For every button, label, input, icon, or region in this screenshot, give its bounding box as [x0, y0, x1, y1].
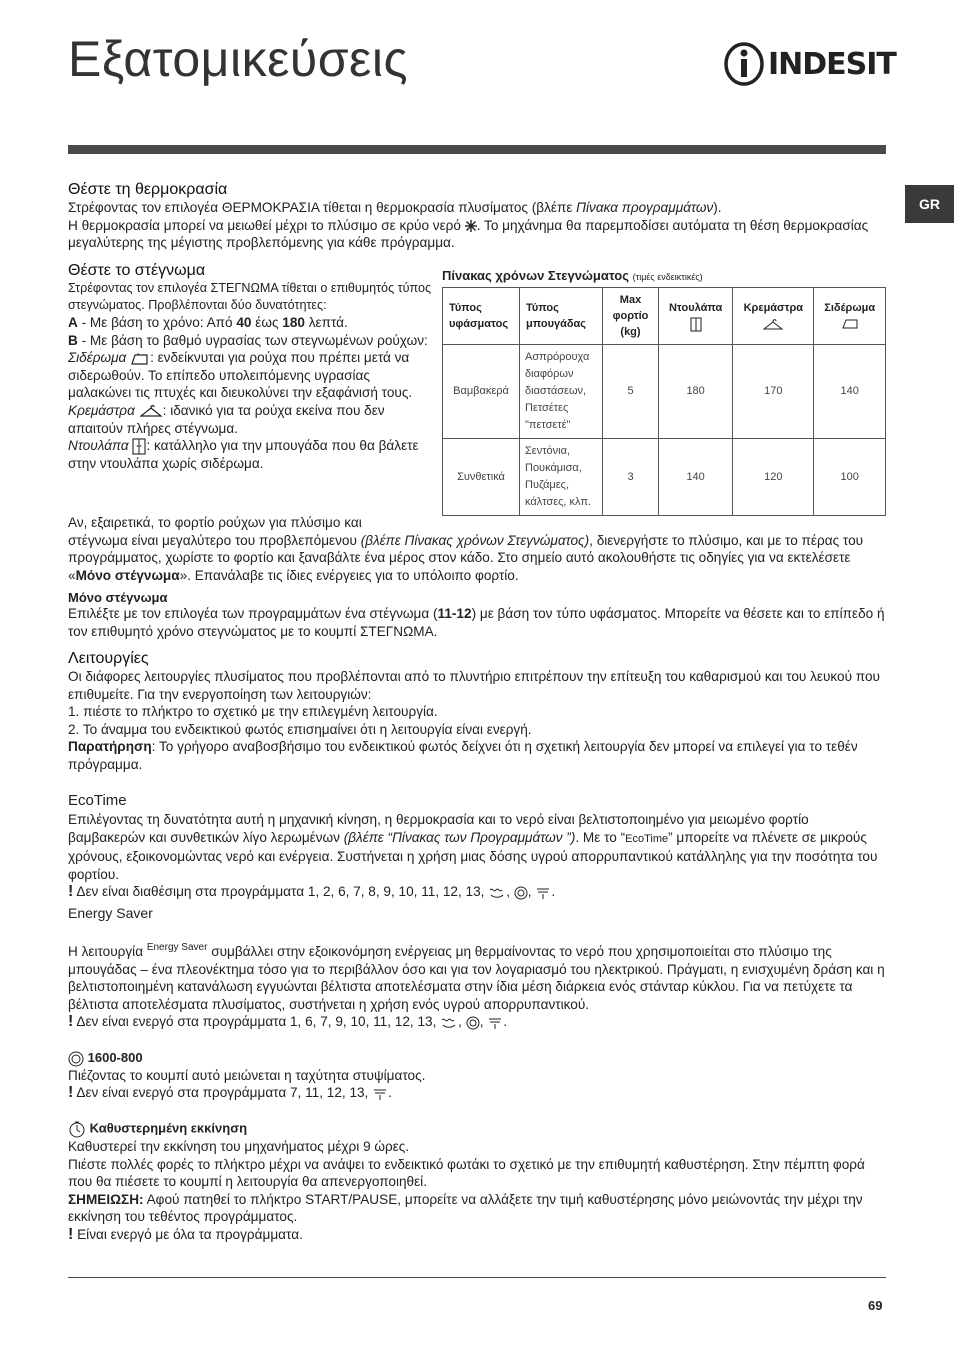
cell-hanger: 170	[733, 345, 814, 439]
table-header-row	[443, 288, 886, 345]
wool-icon	[440, 1016, 458, 1029]
cell-max: 3	[603, 439, 659, 516]
warning-icon: !	[68, 883, 74, 901]
ecotime-paragraph: Επιλέγοντας τη δυνατότητα αυτή η μηχανική κίνηση, η θερμοκρασία και το νερό είναι βελτιστοποιημένο για μειωμένο φορτίο βαμβακερών και συνθετικών λίγο λερωμένων (βλέπε “Πίνακας των Προγραμμάτων ”). Με το “EcoTime” μπορείτε να πλένετε σε μικρούς χρόνους, εξοικονομώντας νερό και ενέργεια. Συστήνεται η χρήση μιας δόσης υγρού απορρυπαντικού κατάλληλης για την ποσότητα του φορτίου.	[68, 812, 878, 882]
spin-warning: ! Δεν είναι ενεργό στα προγράμματα 7, 11, 12, 13, .	[68, 1084, 392, 1102]
functions-note: Παρατήρηση: Το γρήγορο αναβοσβήσιμο του ενδεικτικού φωτός δείχνει ότι η σχετική λειτουργία δεν μπορεί να επιλεγεί για το τεθέν πρόγραμμα.	[68, 739, 858, 772]
header-laundry: Τύπος μπουγάδας	[520, 288, 603, 345]
energy-saver-paragraph: Η λειτουργία $^{Energy Saver}$ συμβάλλει στην εξοικονόμηση ενέργειας μη θερμαίνοντας το νερό που χρησιμοποιείται στο πλύσιμο της μπουγάδας – ένα πλεονέκτημα τόσο για το περιβάλλον όσο και για τον λογαριασμό του ηλεκτρικού. Πράγματι, η ενισχυμένη δράση και η βελτιστοποιημένη κατανάλωση εγγυώνται βέλτιστα αποτελέσματα στην ίδια μέση διάρκεια ενός στάνταρ κύκλου. Για να πετύχετε τα βέλτιστα αποτελέσματα πλυσίματος, συστήνεται η χρήση ενός υγρού απορρυπαντικού.	[68, 942, 885, 1012]
drain-icon	[535, 886, 551, 900]
cell-hanger: 120	[733, 439, 814, 516]
drying-option-b: B - Με βάση το βαθμό υγρασίας των στεγνωμένων ρούχων:	[68, 332, 428, 348]
drain-icon	[372, 1087, 388, 1101]
drying-section	[68, 262, 436, 473]
snowflake-icon	[465, 220, 477, 232]
delay-section	[68, 1120, 886, 1244]
iron-icon	[130, 352, 150, 366]
timer-icon	[68, 1120, 86, 1138]
temperature-paragraph-1: Στρέφοντας τον επιλογέα ΘΕΡΜΟΚΡΑΣΙΑ τίθεται η θερμοκρασία πλυσίματος (βλέπε Πίνακα προγραμμάτων).	[68, 200, 722, 215]
spin-icon	[514, 886, 528, 900]
delay-note: ΣΗΜΕΙΩΣΗ: Αφού πατηθεί το πλήκτρο START/PAUSE, μπορείτε να αλλάξετε την τιμή καθυστέρησης μόνο μειώνοντάς την μέχρι την εκκίνηση του τεθέντος προγράμματος.	[68, 1191, 863, 1225]
indesit-i-icon	[724, 42, 764, 86]
brand-logo	[724, 42, 896, 86]
temperature-heading: Θέστε τη θερμοκρασία	[68, 181, 228, 198]
temperature-section	[68, 181, 886, 252]
drying-intro: Στρέφοντας τον επιλογέα ΣΤΕΓΝΩΜΑ τίθεται ο επιθυμητός τύπος στεγνώματος. Προβλέπονται δύο δυνατότητες:	[68, 281, 432, 312]
cell-fabric: Συνθετικά	[443, 439, 520, 516]
page-title: Εξατομικεύσεις	[68, 31, 409, 87]
energy-saver-warning: ! Δεν είναι ενεργό στα προγράμματα 1, 6, 7, 9, 10, 11, 12, 13, , , .	[68, 1013, 508, 1031]
header-fabric: Τύπος υφάσματος	[443, 288, 520, 345]
warning-icon: !	[68, 1225, 74, 1243]
wool-icon	[488, 886, 506, 899]
only-drying-heading: Μόνο στέγνωμα	[68, 590, 168, 606]
functions-heading: Λειτουργίες	[68, 650, 149, 667]
ecotime-section	[68, 792, 886, 901]
header-iron: Σιδέρωμα	[814, 288, 886, 345]
header-hanger: Κρεμάστρα	[733, 288, 814, 345]
warning-icon: !	[68, 1084, 74, 1102]
wardrobe-icon	[132, 438, 146, 455]
iron-icon	[841, 318, 859, 330]
spin-icon	[466, 1016, 480, 1030]
delay-paragraph-1: Καθυστερεί την εκκίνηση του μηχανήματος μέχρι 9 ώρες.	[68, 1139, 410, 1154]
wardrobe-icon	[690, 317, 702, 332]
drain-icon	[487, 1016, 503, 1030]
dry-table-caption: Πίνακας χρόνων Στεγνώματος (τιμές ενδεικτικές)	[442, 268, 703, 283]
table-row	[443, 439, 886, 516]
drying-wardrobe: Ντουλάπα : κατάλληλο για την μπουγάδα που θα βάλετε στην ντουλάπα χωρίς σιδέρωμα.	[68, 438, 419, 472]
footer-divider	[68, 1277, 886, 1278]
hanger-icon	[762, 318, 784, 331]
warning-icon: !	[68, 1013, 74, 1031]
delay-warning: ! Είναι ενεργό με όλα τα προγράμματα.	[68, 1225, 303, 1243]
cell-max: 5	[603, 345, 659, 439]
delay-paragraph-2: Πιέστε πολλές φορές το πλήκτρο μέχρι να ανάψει το ενδεικτικό φωτάκι το σχετικό με την επιθυμητή καθυστέρηση. Στην πέμπτη φορά που θα πιέσετε το κουμπί η λειτουργία θα απενεργοποιηθεί.	[68, 1156, 865, 1190]
spin-icon	[68, 1051, 84, 1067]
ecotime-logo: EcoTime	[68, 792, 127, 809]
cell-laundry: Ασπρόρουχα διαφόρων διαστάσεων, Πετσέτες "πετσετέ"	[520, 345, 603, 439]
hanger-icon	[139, 403, 163, 419]
drying-option-a: A - Με βάση το χρόνο: Από 40 έως 180 λεπτά.	[68, 315, 348, 330]
ecotime-warning: ! Δεν είναι διαθέσιμη στα προγράμματα 1, 2, 6, 7, 8, 9, 10, 11, 12, 13, , , .	[68, 883, 556, 901]
only-drying-paragraph: Επιλέξτε με τον επιλογέα των προγραμμάτων ένα στέγνωμα (11-12) με βάση τον τύπο υφάσματος. Μπορείτε να θέσετε και το επίπεδο ή τον επιθυμητό χρόνο στεγνώματος με το κουμπί ΣΤΕΓΝΩΜΑ.	[68, 606, 885, 639]
language-tab: GR	[905, 185, 954, 223]
functions-step-2: 2. Το άναμμα του ενδεικτικού φωτός επισημαίνει ότι η λειτουργία είναι ενεργή.	[68, 721, 532, 737]
brand-name: INDESIT	[768, 46, 896, 82]
page-number: 69	[868, 1298, 883, 1313]
energy-saver-logo: Energy Saver	[68, 905, 153, 921]
delay-heading: Καθυστερημένη εκκίνηση	[68, 1120, 886, 1138]
drying-hanger: Κρεμάστρα : ιδανικό για τα ρούχα εκείνα που δεν απαιτούν πλήρες στέγνωμα.	[68, 402, 385, 436]
spin-section	[68, 1050, 886, 1102]
temperature-paragraph-2: Η θερμοκρασία μπορεί να μειωθεί μέχρι το πλύσιμο σε κρύο νερό . Το μηχάνημα θα παρεμποδίσει αυτόματα τη θέση θερμοκρασίας μεγαλύτερης της μέγιστης προβλεπόμενης για κάθε πρόγραμμα.	[68, 217, 869, 251]
cell-iron: 100	[814, 439, 886, 516]
overload-section	[68, 514, 886, 641]
cell-laundry: Σεντόνια, Πουκάμισα, Πυζάμες, κάλτσες, κλπ.	[520, 439, 603, 516]
cell-wardrobe: 140	[659, 439, 733, 516]
energy-saver-section	[68, 905, 886, 1031]
table-row	[443, 345, 886, 439]
spin-heading: 1600-800	[68, 1050, 886, 1067]
overload-paragraph: στέγνωμα είναι μεγαλύτερο του προβλεπόμενου (βλέπε Πίνακας χρόνων Στεγνώματος), διενεργήστε το πλύσιμο, και με το πέρας του προγράμματος, χωρίστε το φορτίο και ξαναβάλτε ένα μέρος στον κάδο. Στο σημείο αυτό ακολουθήστε τις οδηγίες για να εκτελέσετε «Μόνο στέγνωμα». Επανάλαβε τις ίδιες ενέργειες για το υπόλοιπο φορτίο.	[68, 532, 864, 583]
drying-iron: Σιδέρωμα : ενδείκνυται για ρούχα που πρέπει μετά να σιδερωθούν. Το επίπεδο υπολειπόμενης υγρασίας μαλακώνει τις πτυχές και διευκολύνει την εξαφάνισή τους.	[68, 350, 413, 401]
spin-paragraph: Πιέζοντας το κουμπί αυτό μειώνεται η ταχύτητα στυψίματος.	[68, 1067, 426, 1083]
header-max: Max φορτίο (kg)	[603, 288, 659, 345]
cell-fabric: Βαμβακερά	[443, 345, 520, 439]
drying-heading: Θέστε το στέγνωμα	[68, 262, 206, 279]
overload-line-1: Αν, εξαιρετικά, το φορτίο ρούχων για πλύσιμο και	[68, 515, 362, 530]
dry-table	[442, 287, 886, 516]
header-divider	[68, 145, 886, 154]
cell-iron: 140	[814, 345, 886, 439]
functions-section	[68, 650, 886, 774]
functions-step-1: 1. πιέστε το πλήκτρο το σχετικό με την επιλεγμένη λειτουργία.	[68, 704, 438, 720]
header-wardrobe: Ντουλάπα	[659, 288, 733, 345]
cell-wardrobe: 180	[659, 345, 733, 439]
functions-intro: Οι διάφορες λειτουργίες πλυσίματος που προβλέπονται από το πλυντήριο επιτρέπουν την επίτευξη του καθαρισμού και του λευκού που επιθυμείτε. Για την ενεργοποίηση των λειτουργιών:	[68, 669, 880, 702]
